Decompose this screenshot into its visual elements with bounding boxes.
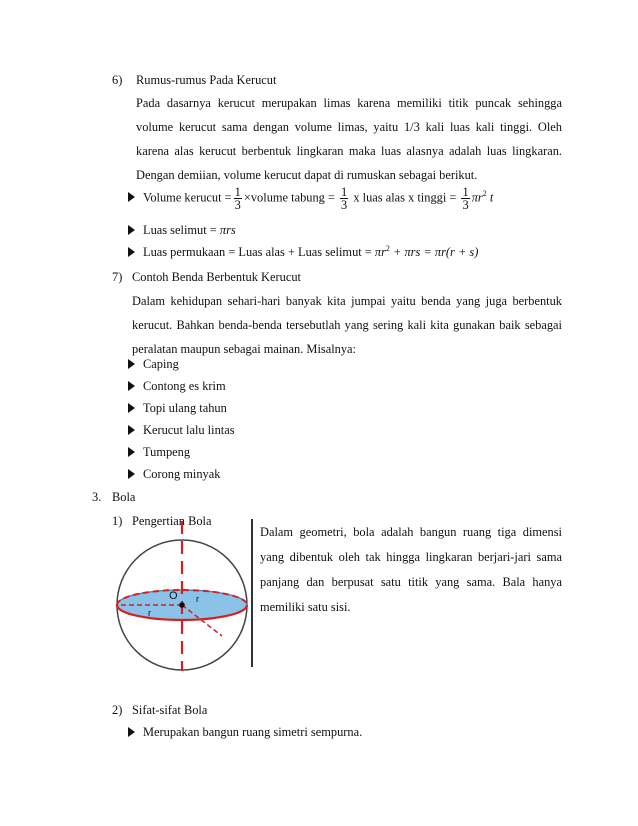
fraction-numerator: 1	[462, 185, 469, 199]
list-item	[128, 423, 235, 438]
fraction-denominator: 3	[234, 198, 241, 212]
radius-label-right: r	[196, 594, 199, 604]
section-6-para-line: karena alas kerucut berbentuk lingkaran maka luas alasnya adalah luas lingkaran.	[136, 144, 562, 158]
vertical-divider	[251, 519, 253, 667]
list-item-label: Corong minyak	[143, 467, 221, 481]
formula-t: t	[486, 190, 494, 205]
subsection-2-title: Sifat-sifat Bola	[132, 703, 208, 717]
section-7-title: Contoh Benda Berbentuk Kerucut	[132, 270, 301, 284]
section-6-para-line: Pada dasarnya kerucut merupakan limas karena memiliki titik puncak sehingga	[136, 96, 562, 110]
section-6-para-line: volume kerucut sama dengan volume limas, yaitu 1/3 kali luas kali tinggi. Oleh	[136, 120, 562, 134]
bullet-arrow-icon	[128, 425, 135, 435]
formula-selimut-label: Luas selimut =	[143, 223, 220, 237]
section-3-title: Bola	[112, 490, 136, 504]
list-item	[128, 725, 362, 740]
fraction-denominator: 3	[462, 198, 469, 212]
fraction-numerator: 1	[234, 185, 241, 199]
list-item-label: Caping	[143, 357, 179, 371]
formula-volume-label: Volume kerucut =	[143, 190, 232, 205]
bullet-arrow-icon	[128, 247, 135, 257]
list-item	[128, 379, 226, 394]
list-item	[128, 357, 179, 372]
section-7-para-line: peralatan maupun sebagai mainan. Misalnya:	[132, 342, 356, 356]
fraction-denominator: 3	[341, 198, 348, 212]
formula-permukaan-label: Luas permukaan = Luas alas + Luas selimut =	[143, 245, 375, 260]
formula-selimut-value: πrs	[219, 223, 236, 237]
formula-volume	[128, 186, 493, 211]
center-label: O	[169, 590, 178, 602]
formula-permukaan	[128, 244, 478, 260]
list-item-label: Merupakan bangun ruang simetri sempurna.	[143, 725, 363, 739]
formula-selimut	[128, 223, 236, 238]
center-point	[179, 602, 185, 608]
definition-line: panjang dan berpusat satu titik yang sama. Bala hanya	[260, 575, 562, 589]
bullet-arrow-icon	[128, 403, 135, 413]
fraction	[461, 186, 469, 211]
exponent: 2	[385, 244, 390, 253]
formula-volume-text: ×volume tabung =	[243, 190, 335, 205]
sphere-diagram	[112, 521, 252, 671]
formula-pi-r: πr	[374, 245, 386, 260]
bullet-arrow-icon	[128, 359, 135, 369]
bullet-arrow-icon	[128, 381, 135, 391]
list-item-label: Contong es krim	[143, 379, 226, 393]
fraction-numerator: 1	[341, 185, 348, 199]
definition-line: Dalam geometri, bola adalah bangun ruang tiga dimensi	[260, 525, 562, 539]
bullet-arrow-icon	[128, 225, 135, 235]
bullet-arrow-icon	[128, 469, 135, 479]
section-7-para-line: kerucut. Bahkan benda-benda tersebutlah yang sering kali kita gunakan baik sebagai	[132, 318, 562, 332]
list-item-label: Topi ulang tahun	[143, 401, 227, 415]
subsection-2-number: 2)	[112, 703, 123, 717]
fraction	[340, 186, 348, 211]
bullet-arrow-icon	[128, 447, 135, 457]
bullet-arrow-icon	[128, 192, 135, 202]
formula-volume-text: x luas alas x tinggi =	[353, 190, 457, 205]
list-item-label: Kerucut lalu lintas	[143, 423, 235, 437]
section-6-title: Rumus-rumus Pada Kerucut	[136, 73, 277, 87]
section-7-number: 7)	[112, 270, 123, 284]
section-6-para-line: Dengan demiian, volume kerucut dapat di rumuskan sebagai berikut.	[136, 168, 478, 182]
subsection-1-number: 1)	[112, 514, 123, 528]
bullet-arrow-icon	[128, 727, 135, 737]
list-item	[128, 445, 190, 460]
formula-permukaan-value: + πrs = πr(r + s)	[389, 245, 479, 260]
definition-line: yang dibentuk oleh tak hingga lingkaran berjari-jari sama	[260, 550, 562, 564]
section-6-number: 6)	[112, 73, 123, 87]
exponent: 2	[482, 189, 487, 199]
formula-pi-r: πr	[471, 190, 483, 205]
section-7-para-line: Dalam kehidupan sehari-hari banyak kita jumpai yaitu benda yang juga berbentuk	[132, 294, 562, 308]
list-item	[128, 401, 227, 416]
section-3-number: 3.	[92, 490, 102, 504]
list-item	[128, 467, 220, 482]
definition-line: memiliki satu sisi.	[260, 600, 351, 614]
fraction	[234, 186, 242, 211]
subsection-1-title: Pengertian Bola	[132, 514, 212, 528]
list-item-label: Tumpeng	[143, 445, 191, 459]
radius-label-left: r	[148, 608, 151, 618]
